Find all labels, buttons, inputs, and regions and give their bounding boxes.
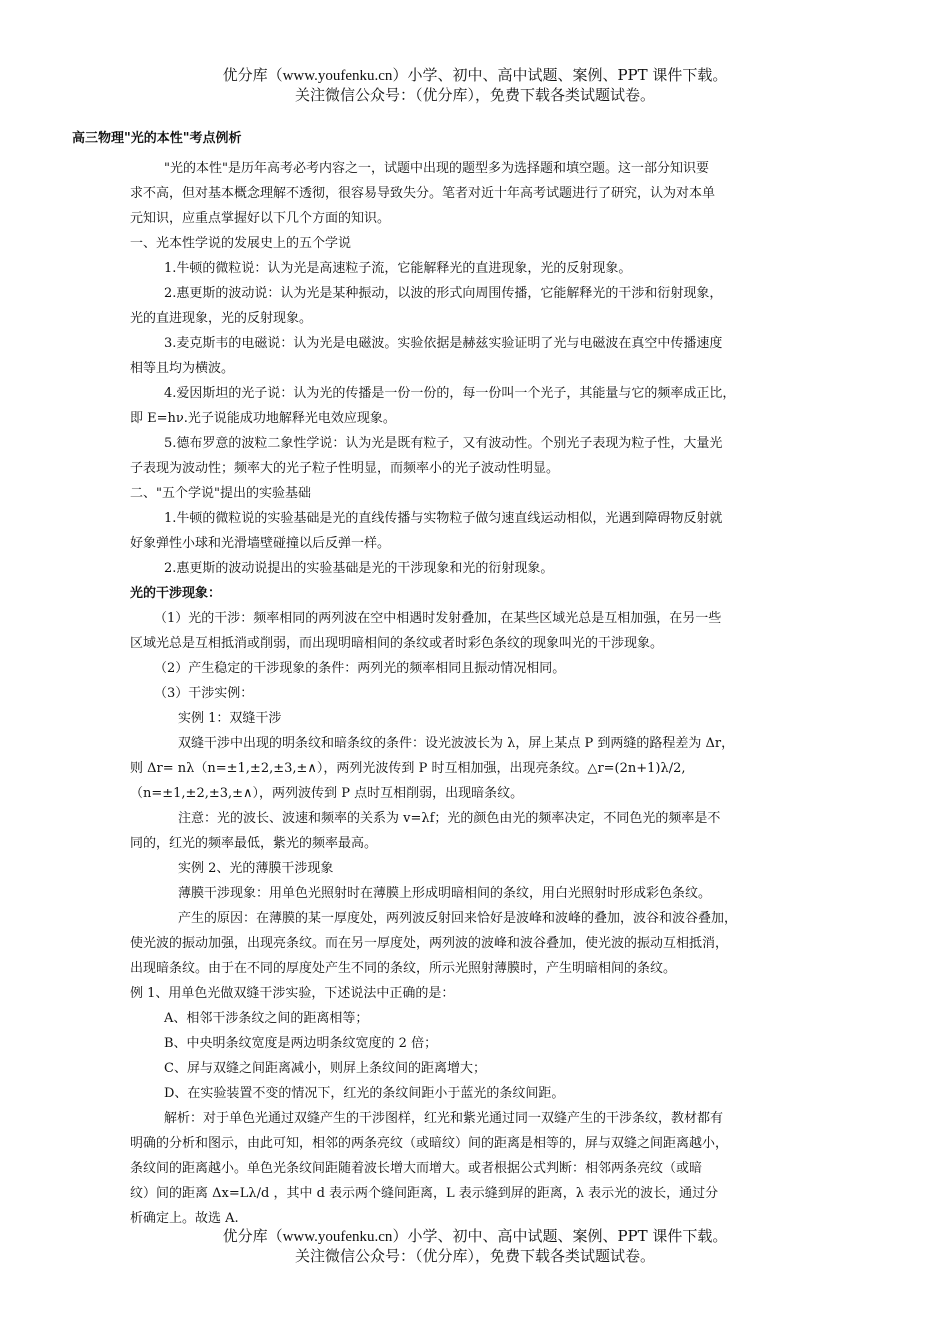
header-line-1 [0,66,950,86]
subsection-heading: 光的干涉现象： [130,586,222,601]
footer-site-link[interactable]: www.youfenku.cn [282,1229,393,1245]
list-item: 1.牛顿的微粒说的实验基础是光的直线传播与实物粒子做匀速直线运动相似，光遇到障碍物反射就 [164,511,723,526]
list-item: 2.惠更斯的波动说：认为光是某种振动，以波的形式向周围传播，它能解释光的干涉和衍射现象， [164,286,723,301]
list-item: 2.惠更斯的波动说提出的实验基础是光的干涉现象和光的衍射现象。 [164,561,554,576]
page-footer [0,1227,950,1266]
option-b: B、中央明条纹宽度是两边明条纹宽度的 2 倍； [164,1036,438,1051]
example-heading: 实例 2、光的薄膜干涉现象 [178,861,334,876]
option-a: A、相邻干涉条纹之间的距离相等； [164,1011,369,1026]
para-line: 条纹间的距离越小。单色光条纹间距随着波长增大而增大。或者根据公式判断：相邻两条亮纹（或暗 [130,1161,703,1176]
para-line: 元知识，应重点掌握好以下几个方面的知识。 [130,211,391,226]
header-prefix: 优分库（ [222,66,283,84]
list-item: （2）产生稳定的干涉现象的条件：两列光的频率相同且振动情况相同。 [154,661,566,676]
list-item: （1）光的干涉：频率相同的两列波在空中相遇时发射叠加，在某些区域光总是互相加强，在另一些 [154,611,722,626]
footer-prefix: 优分库（ [222,1227,283,1245]
footer-line-2: 关注微信公众号：（优分库），免费下载各类试题试卷。 [294,1247,655,1265]
section-heading-2: 二、"五个学说"提出的实验基础 [130,486,311,501]
para-line: 双缝干涉中出现的明条纹和暗条纹的条件：设光波波长为 λ，屏上某点 P 到两缝的路程差为 Δr， [178,736,735,751]
section-heading-1: 一、光本性学说的发展史上的五个学说 [130,236,352,251]
para-line: 析确定上。故选 A. [130,1211,239,1226]
para-line: （n=±1,±2,±3,±∧），两列波传到 P 点时互相削弱，出现暗条纹。 [130,786,524,801]
document-body [72,128,790,1231]
header-line-2: 关注微信公众号：（优分库），免费下载各类试题试卷。 [294,86,655,104]
question-stem: 例 1、用单色光做双缝干涉实验，下述说法中正确的是： [130,986,455,1001]
para-line: 使光波的振动加强，出现亮条纹。而在另一厚度处，两列波的波峰和波谷叠加，使光波的振动互相抵消， [130,936,729,951]
para-line: 产生的原因：在薄膜的某一厚度处，两列波反射回来恰好是波峰和波峰的叠加，波谷和波谷叠加， [178,911,738,926]
para-line: 区域光总是互相抵消或削弱，而出现明暗相间的条纹或者时彩色条纹的现象叫光的干涉现象。 [130,636,664,651]
doc-title: 高三物理"光的本性"考点例析 [72,131,242,146]
para-line: 纹）间的距离 Δx=Lλ/d ，其中 d 表示两个缝间距离，L 表示缝到屏的距离，λ 表示光的波长，通过分 [130,1186,719,1201]
option-d: D、在实验装置不变的情况下，红光的条纹间距小于蓝光的条纹间距。 [164,1086,565,1101]
list-item: 5.德布罗意的波粒二象性学说：认为光是既有粒子，又有波动性。个别光子表现为粒子性，大量光 [164,436,723,451]
para-line: 明确的分析和图示，由此可知，相邻的两条亮纹（或暗纹）间的距离是相等的，屏与双缝之间距离越小， [130,1136,729,1151]
para-line: 出现暗条纹。由于在不同的厚度处产生不同的条纹，所示光照射薄膜时，产生明暗相间的条纹。 [130,961,677,976]
option-c: C、屏与双缝之间距离减小，则屏上条纹间的距离增大； [164,1061,486,1076]
list-item: （3）干涉实例： [154,686,254,701]
list-item: 1.牛顿的微粒说：认为光是高速粒子流，它能解释光的直进现象，光的反射现象。 [164,261,632,276]
list-item: 4.爱因斯坦的光子说：认为光的传播是一份一份的，每一份叫一个光子，其能量与它的频率成正比， [164,386,736,401]
footer-line-1 [0,1227,950,1247]
para-line: 求不高，但对基本概念理解不透彻，很容易导致失分。笔者对近十年高考试题进行了研究，认为对本单 [130,186,716,201]
header-site-link[interactable]: www.youfenku.cn [282,68,393,84]
para-line: 薄膜干涉现象：用单色光照射时在薄膜上形成明暗相间的条纹，用白光照射时形成彩色条纹。 [178,886,712,901]
para-line: 即 E=hν.光子说能成功地解释光电效应现象。 [130,411,396,426]
para-line: "光的本性"是历年高考必考内容之一，试题中出现的题型多为选择题和填空题。这一部分知识要 [164,161,709,176]
para-line: 注意：光的波长、波速和频率的关系为 v=λf；光的颜色由光的频率决定，不同色光的频率是不 [178,811,721,826]
para-line: 子表现为波动性；频率大的光子粒子性明显，而频率小的光子波动性明显。 [130,461,560,476]
page-header [0,66,950,105]
para-line: 解析：对于单色光通过双缝产生的干涉图样，红光和紫光通过同一双缝产生的干涉条纹，教材都有 [164,1111,724,1126]
para-line: 同的，红光的频率最低，紫光的频率最高。 [130,836,378,851]
example-heading: 实例 1：双缝干涉 [178,711,282,726]
para-line: 则 Δr= nλ（n=±1,±2,±3,±∧），两列光波传到 P 时互相加强，出现亮条纹。△r=(2n+1)λ/2, [130,761,686,776]
para-line: 光的直进现象，光的反射现象。 [130,311,313,326]
para-line: 相等且均为横波。 [130,361,235,376]
list-item: 3.麦克斯韦的电磁说：认为光是电磁波。实验依据是赫兹实验证明了光与电磁波在真空中传播速度 [164,336,723,351]
footer-suffix: ）小学、初中、高中试题、案例、PPT 课件下载。 [392,1227,728,1245]
para-line: 好象弹性小球和光滑墙壁碰撞以后反弹一样。 [130,536,391,551]
header-suffix: ）小学、初中、高中试题、案例、PPT 课件下载。 [392,66,728,84]
